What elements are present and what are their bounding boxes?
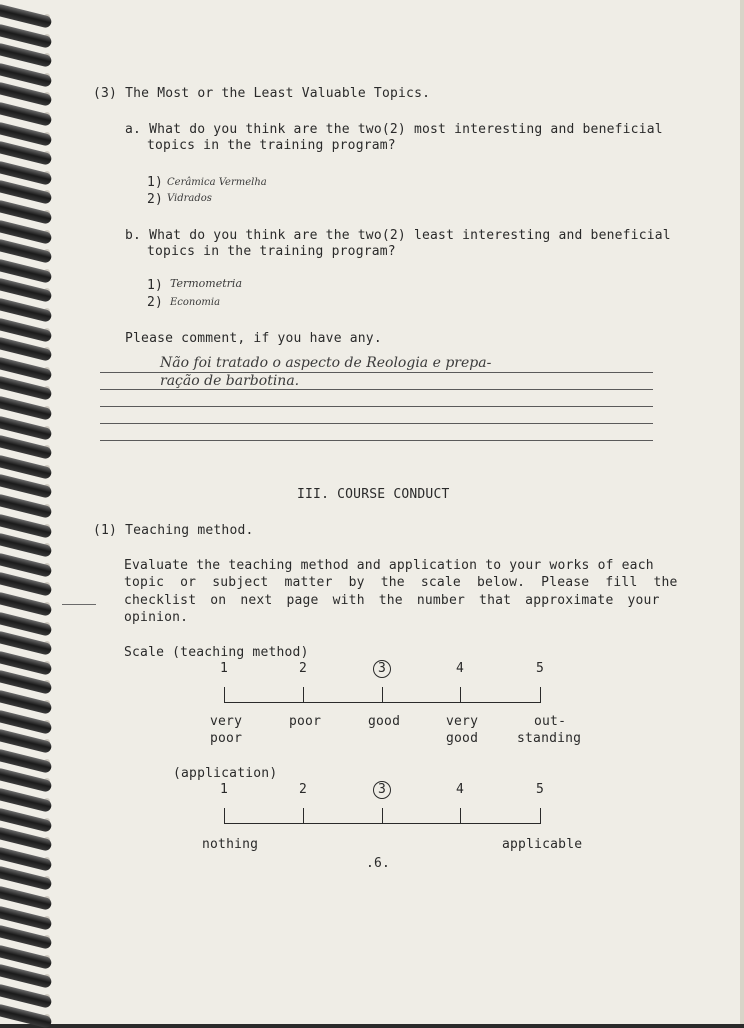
section-heading: (3) The Most or the Least Valuable Topics. bbox=[93, 86, 431, 101]
question-b-line2: topics in the training program? bbox=[147, 244, 396, 259]
teaching-method-item: (1) Teaching method. bbox=[93, 523, 254, 538]
scale-number: 1 bbox=[220, 782, 229, 797]
instruction-line4: opinion. bbox=[124, 610, 189, 625]
course-conduct-heading: III. COURSE CONDUCT bbox=[297, 487, 450, 502]
selected-circle-mark bbox=[373, 660, 391, 678]
scale-description: poor bbox=[210, 731, 243, 746]
comment-rule bbox=[100, 372, 653, 373]
question-b-line1: b. What do you think are the two(2) least interesting and beneficial bbox=[125, 228, 671, 243]
answer-b1-handwriting: Termometria bbox=[170, 277, 242, 290]
scale-line bbox=[224, 702, 541, 703]
scale-number: 3 bbox=[378, 661, 387, 676]
scale-tick bbox=[303, 687, 304, 703]
answer-a2-number: 2) bbox=[147, 192, 164, 207]
scale-number: 2 bbox=[299, 661, 308, 676]
scale-number: 5 bbox=[536, 661, 545, 676]
instruction-line1: Evaluate the teaching method and application to your works of each bbox=[124, 558, 654, 573]
scale-description: very bbox=[210, 714, 243, 729]
scale-teaching-label: Scale (teaching method) bbox=[124, 645, 309, 660]
scale-tick bbox=[540, 808, 541, 824]
scale-description: very bbox=[446, 714, 479, 729]
scale-line bbox=[224, 823, 541, 824]
scale-number: 4 bbox=[456, 661, 465, 676]
scale-description: good bbox=[446, 731, 479, 746]
answer-a2-handwriting: Vidrados bbox=[167, 193, 212, 204]
answer-b2-handwriting: Economia bbox=[170, 297, 221, 308]
scale-description: poor bbox=[289, 714, 322, 729]
scale-tick bbox=[540, 687, 541, 703]
instruction-line3: checklist on next page with the number that approximate your bbox=[124, 593, 660, 608]
scale-application-left-label: nothing bbox=[202, 837, 259, 852]
answer-b2-number: 2) bbox=[147, 295, 164, 310]
scale-tick bbox=[382, 687, 383, 703]
scale-number: 1 bbox=[220, 661, 229, 676]
scale-description: standing bbox=[517, 731, 582, 746]
answer-a1-number: 1) bbox=[147, 175, 164, 190]
selected-circle-mark bbox=[373, 781, 391, 799]
spiral-binding bbox=[0, 0, 48, 1024]
comment-handwriting-line2: ração de barbotina. bbox=[160, 373, 300, 389]
scale-tick bbox=[224, 687, 225, 703]
scale-tick bbox=[224, 808, 225, 824]
scale-application-right-label: applicable bbox=[502, 837, 583, 852]
scale-number: 5 bbox=[536, 782, 545, 797]
answer-b1-number: 1) bbox=[147, 278, 164, 293]
comment-handwriting-line1: Não foi tratado o aspecto de Reologia e prepa- bbox=[160, 355, 492, 371]
scale-number: 2 bbox=[299, 782, 308, 797]
comment-rule bbox=[100, 406, 653, 407]
scale-description: good bbox=[368, 714, 401, 729]
comment-rule bbox=[100, 389, 653, 390]
comment-rule bbox=[100, 423, 653, 424]
scale-tick bbox=[460, 687, 461, 703]
instruction-line2: topic or subject matter by the scale below. Please fill the bbox=[124, 575, 678, 590]
page-edge bbox=[740, 0, 744, 1024]
comment-prompt: Please comment, if you have any. bbox=[125, 331, 382, 346]
answer-a1-handwriting: Cerâmica Vermelha bbox=[167, 177, 267, 188]
scale-number: 4 bbox=[456, 782, 465, 797]
scale-tick bbox=[303, 808, 304, 824]
comment-rule bbox=[100, 440, 653, 441]
scale-number: 3 bbox=[378, 782, 387, 797]
scale-tick bbox=[382, 808, 383, 824]
scale-application-label: (application) bbox=[173, 766, 278, 781]
spiral-coil bbox=[0, 3, 53, 29]
page-number: .6. bbox=[366, 856, 391, 871]
question-a-line2: topics in the training program? bbox=[147, 138, 396, 153]
question-a-line1: a. What do you think are the two(2) most interesting and beneficial bbox=[125, 122, 663, 137]
margin-mark bbox=[62, 604, 96, 605]
scale-description: out- bbox=[534, 714, 567, 729]
scale-tick bbox=[460, 808, 461, 824]
